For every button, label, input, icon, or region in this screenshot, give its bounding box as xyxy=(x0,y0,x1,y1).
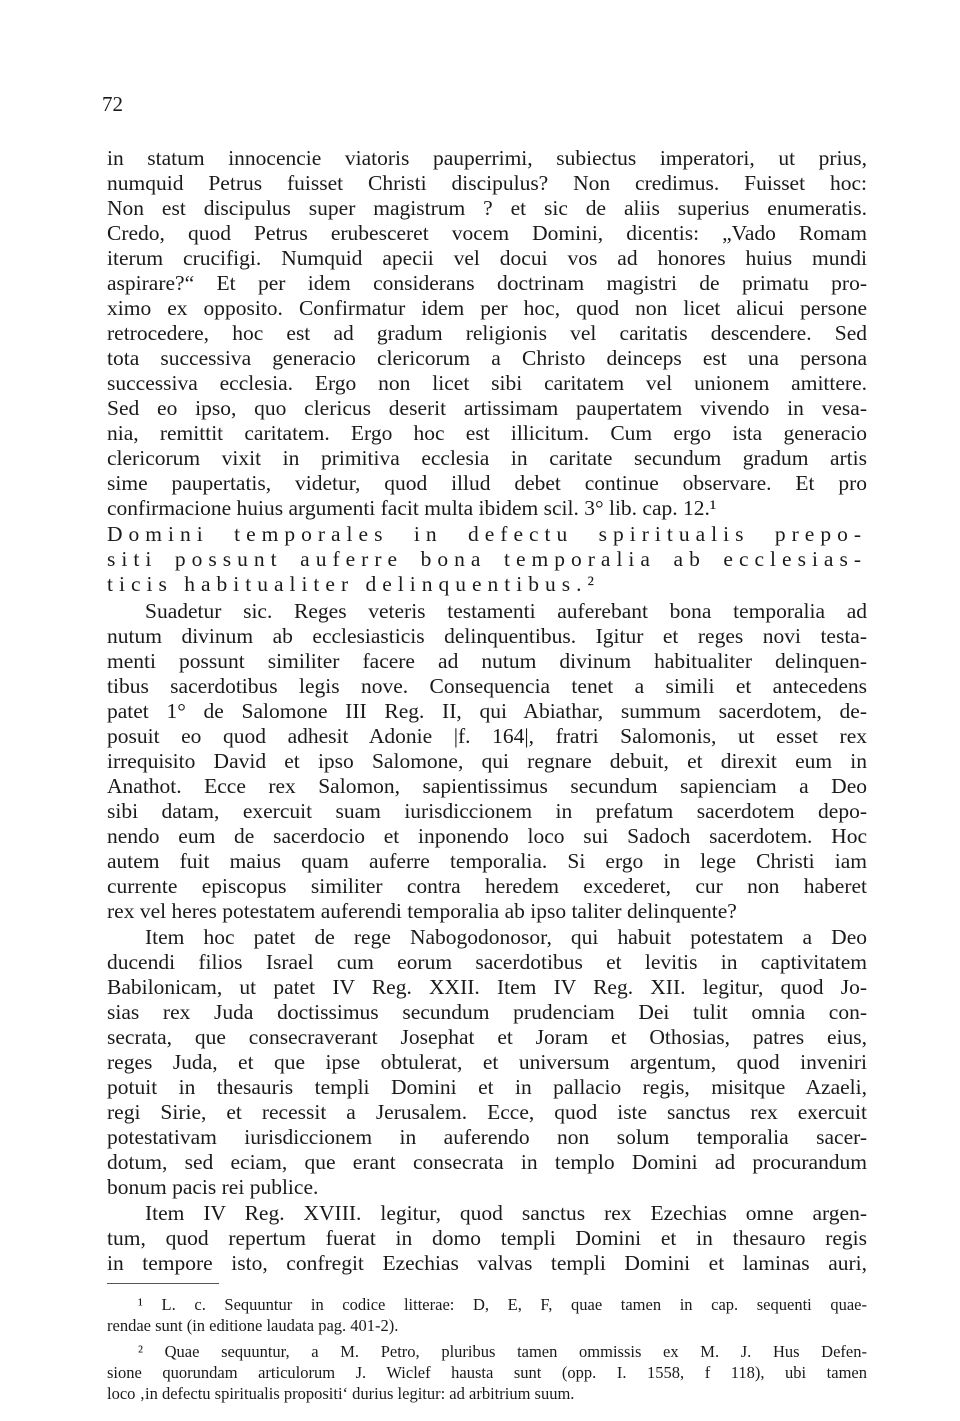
text-line: retrocedere, hoc est ad gradum religionis vel caritatis descendere. Sed xyxy=(107,321,867,345)
text-line: clericorum vixit in primitiva ecclesia in caritate secundum gradum artis xyxy=(107,446,867,470)
text-line: ducendi filios Israel cum eorum sacerdotibus et levitis in captivitatem xyxy=(107,950,867,974)
section-heading-line: Domini temporales in defectu spiritualis prepo- xyxy=(107,522,867,546)
text-line: Item hoc patet de rege Nabogodonosor, qui habuit potestatem a Deo xyxy=(145,925,867,949)
text-line: posuit eo quod adhesit Adonie |f. 164|, fratri Salomonis, ut esset rex xyxy=(107,724,867,748)
text-line: bonum pacis rei publice. xyxy=(107,1175,319,1199)
text-line: tota successiva generacio clericorum a Christo deinceps est una persona xyxy=(107,346,867,370)
text-line: Suadetur sic. Reges veteris testamenti auferebant bona temporalia ad xyxy=(145,599,867,623)
text-line: Non est discipulus super magistrum ? et sic de aliis superius enumeratis. xyxy=(107,196,867,220)
text-line: sibi datam, exercuit suam iurisdiccionem in prefatum sacerdotem depo- xyxy=(107,799,867,823)
text-line: in statum innocencie viatoris pauperrimi, subiectus imperatori, ut prius, xyxy=(107,146,867,170)
text-line: dotum, sed eciam, que erant consecrata in templo Domini ad procurandum xyxy=(107,1150,867,1174)
text-line: currente episcopus similiter contra heredem excederet, cur non haberet xyxy=(107,874,867,898)
text-line: sime paupertatis, videtur, quod illud debet continue observare. Et pro xyxy=(107,471,867,495)
text-line: iterum crucifigi. Numquid apecii vel docui vos ad honores huius mundi xyxy=(107,246,867,270)
text-line: Anathot. Ecce rex Salomon, sapientissimus secundum sapienciam a Deo xyxy=(107,774,867,798)
footnote-divider xyxy=(107,1283,219,1284)
text-line: tibus sacerdotibus legis nove. Consequencia tenet a simili et antecedens xyxy=(107,674,867,698)
text-line: secrata, que consecraverant Josephat et Joram et Othosias, patres eius, xyxy=(107,1025,867,1049)
text-line: nutum divinum ab ecclesiasticis delinquentibus. Igitur et reges novi testa- xyxy=(107,624,867,648)
footnote-line: rendae sunt (in editione laudata pag. 401-2). xyxy=(107,1316,399,1335)
text-line: Credo, quod Petrus erubesceret vocem Domini, dicentis: „Vado Romam xyxy=(107,221,867,245)
text-line: ximo ex opposito. Confirmatur idem per hoc, quod non licet alicui persone xyxy=(107,296,867,320)
text-line: nendo eum de sacerdocio et inponendo loco sui Sadoch sacerdotem. Hoc xyxy=(107,824,867,848)
section-heading-line: ticis habitualiter delinquentibus.² xyxy=(107,572,600,596)
text-line: Sed eo ipso, quo clericus deserit artissimam paupertatem vivendo in vesa- xyxy=(107,396,867,420)
section-heading-line: siti possunt auferre bona temporalia ab ecclesias- xyxy=(107,547,867,571)
text-line: Babilonicam, ut patet IV Reg. XXII. Item IV Reg. XII. legitur, quod Jo- xyxy=(107,975,867,999)
text-line: Item IV Reg. XVIII. legitur, quod sanctus rex Ezechias omne argen- xyxy=(145,1201,867,1225)
text-line: autem fuit maius quam auferre temporalia. Si ergo in lege Christi iam xyxy=(107,849,867,873)
text-line: reges Juda, et que ipse obtulerat, et universum argentum, quod inveniri xyxy=(107,1050,867,1074)
text-line: in tempore isto, confregit Ezechias valvas templi Domini et laminas auri, xyxy=(107,1251,867,1275)
text-line: patet 1° de Salomone III Reg. II, qui Abiathar, summum sacerdotem, de- xyxy=(107,699,867,723)
footnote-line: ² Quae sequuntur, a M. Petro, pluribus tamen ommissis ex M. J. Hus Defen- xyxy=(138,1342,867,1361)
text-line: irrequisito David et ipso Salomone, qui regnare debuit, et direxit eum in xyxy=(107,749,867,773)
text-line: aspirare?“ Et per idem considerans doctrinam magistri de primatu pro- xyxy=(107,271,867,295)
text-line: potestativam iurisdiccionem in auferendo non solum temporalia sacer- xyxy=(107,1125,867,1149)
footnote-line: ¹ L. c. Sequuntur in codice litterae: D, E, F, quae tamen in cap. sequenti quae- xyxy=(138,1295,867,1314)
footnote-line: loco ‚in defectu spiritualis propositi‘ durius legitur: ad arbitrium suum. xyxy=(107,1384,575,1403)
text-line: menti possunt similiter facere ad nutum divinum habitualiter delinquen- xyxy=(107,649,867,673)
page-number: 72 xyxy=(102,92,123,116)
text-line: confirmacione huius argumenti facit multa ibidem scil. 3° lib. cap. 12.¹ xyxy=(107,496,717,520)
text-line: rex vel heres potestatem auferendi temporalia ab ipso taliter delinquente? xyxy=(107,899,737,923)
text-line: nia, remittit caritatem. Ergo hoc est illicitum. Cum ergo ista generacio xyxy=(107,421,867,445)
text-line: tum, quod repertum fuerat in domo templi Domini et in thesauro regis xyxy=(107,1226,867,1250)
footnote-line: sione quorundam articulorum J. Wiclef hausta sunt (opp. I. 1558, f 118), ubi tamen xyxy=(107,1363,867,1382)
text-line: potuit in thesauris templi Domini et in pallacio regis, misitque Azaeli, xyxy=(107,1075,867,1099)
text-line: regi Sirie, et recessit a Jerusalem. Ecce, quod iste sanctus rex exercuit xyxy=(107,1100,867,1124)
text-line: sias rex Juda doctissimus secundum prudenciam Dei tulit omnia con- xyxy=(107,1000,867,1024)
text-line: successiva ecclesia. Ergo non licet sibi caritatem vel unionem amittere. xyxy=(107,371,867,395)
text-line: numquid Petrus fuisset Christi discipulus? Non credimus. Fuisset hoc: xyxy=(107,171,867,195)
